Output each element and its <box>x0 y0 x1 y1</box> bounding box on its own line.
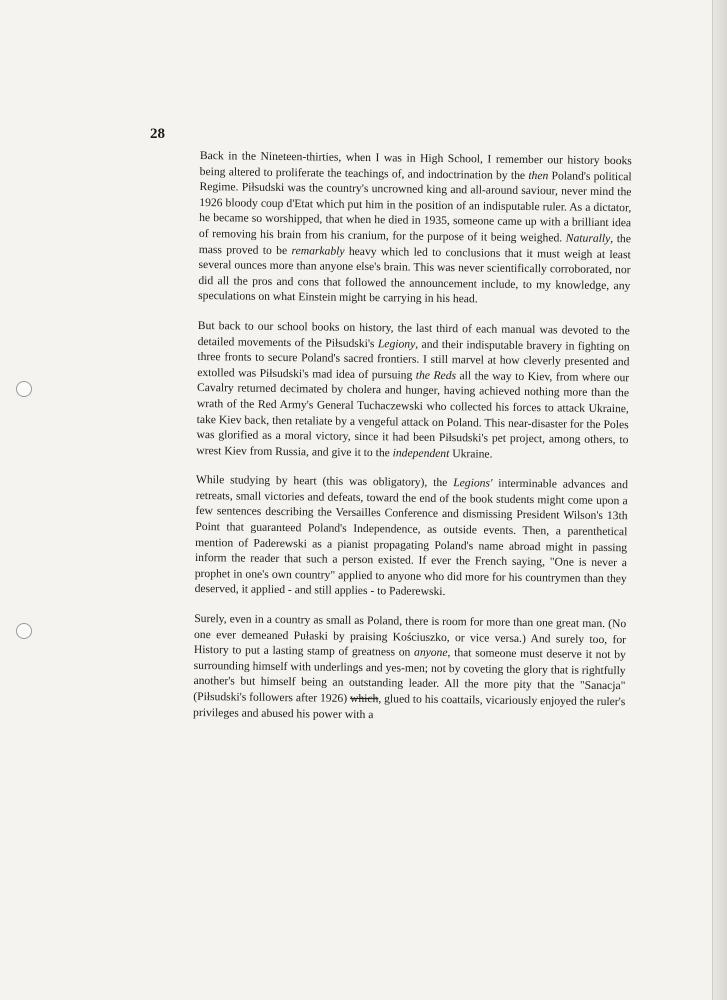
paragraph-text: Back in the Nineteen-thirties, when I was in High School, I remember our history books being altered to proliferate the teachings of, and indoctrination by the <box>199 148 632 182</box>
binder-hole-icon <box>16 623 32 639</box>
paragraph-text: interminable advances and retreats, small victories and defeats, toward the end of the book students might come upon a few sentences describing the Versailles Conference and dismissing President Wilson's 13th Point that guaranteed Poland's Independence, as outside events. Then, a parenthetical mention of Paderewski as a pianist propagating Poland's name abroad might in passing inform the reader that such a person existed. If ever the French saying, "One is never a prophet in one's own country" applied to anyone who did more for his countrymen than they deserved, it applied - and still applies - to Paderewski. <box>194 476 629 599</box>
emphasis-text: the Reds <box>415 368 457 382</box>
paragraph-text: While studying by heart (this was obligatory), the <box>195 473 454 490</box>
paragraph-text: , the mass proved to be <box>198 231 631 257</box>
paragraph <box>195 472 628 602</box>
paragraph-text: , glued to his coattails, vicariously enjoyed the ruler's privileges and abused his power with a <box>193 692 626 721</box>
document-body <box>193 148 632 739</box>
emphasis-text: remarkably <box>291 243 345 258</box>
binder-hole-icon <box>16 381 32 397</box>
emphasis-text: Naturally <box>565 231 611 245</box>
paragraph-text: Surely, even in a country as small as Poland, there is room for more than one great man. (No one ever demeaned Pułaski by praising Kościuszko, or vice versa.) And surely too, for History to put a lasting stamp of greatness on <box>193 611 627 659</box>
paragraph-text: Poland's political Regime. Piłsudski was the country's uncrowned king and all-around saviour, never mind the 1926 bloody coup d'Etat which put him in the position of an indisputable ruler. As a dictator, he became so worshipped, that when he died in 1935, someone came up with a brilliant idea of removing his brain from his cranium, for the purpose of it being weighed. <box>198 168 632 245</box>
page-number: 28 <box>150 126 165 142</box>
paragraph-text: , and their indisputable bravery in fighting on three fronts to secure Poland's sacred frontiers. I still marvel at how cleverly presented and extolled was Piłsudski's mad idea of pursuing <box>197 337 630 382</box>
emphasis-text: anyone <box>413 645 448 660</box>
struck-text: which <box>349 691 379 706</box>
emphasis-text: independent <box>392 446 450 460</box>
paragraph <box>196 318 630 464</box>
emphasis-text: Legions' <box>453 476 493 490</box>
emphasis-text: then <box>528 168 549 182</box>
paragraph-text: all the way to Kiev, from where our Cavalry returned decimated by cholera and hunger, having achieved nothing more than the wrath of the Red Army's General Tuchaczewski who collected his forces to attack Ukraine, take Kiev back, then retaliate by a vengeful attack on Poland. This near-disaster for the Poles was glorified as a moral victory, since it had been Piłsudski's pet project, among others, to wrest Kiev from Russia, and give it to the <box>196 368 630 460</box>
paragraph-text: But back to our school books on history, the last third of each manual was devoted to the detailed movements of the Piłsudski's <box>197 318 630 350</box>
page-edge <box>712 0 727 1000</box>
paragraph-text: Ukraine. <box>449 446 493 461</box>
paragraph-text: , that someone must deserve it not by surrounding himself with underlings and yes-men; not by coveting the glory that is rightfully another's but himself being an outstanding leader. All the more pity that the "Sanacja" (Piłsudski's followers after 1926) <box>193 646 626 705</box>
paragraph-text: heavy which led to conclusions that it must weigh at least several ounces more than anyone else's brain. This was never scientifically corroborated, nor did all the pros and cons that followed the announcement include, to my knowledge, any speculations on what Einstein might be carrying in his head. <box>198 244 631 306</box>
paragraph <box>193 611 626 725</box>
paragraph <box>198 148 632 309</box>
emphasis-text: Legiony <box>377 336 416 351</box>
